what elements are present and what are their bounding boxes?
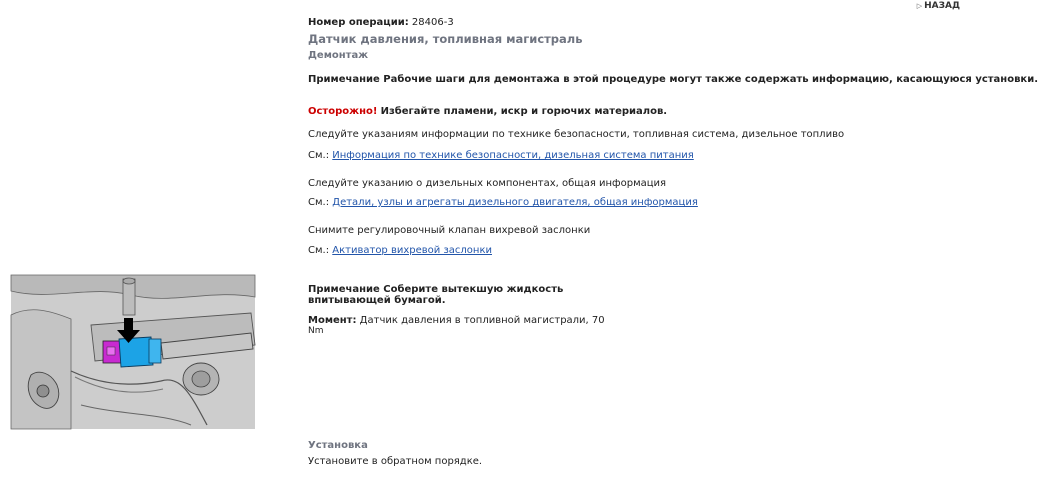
back-button[interactable]	[917, 1, 960, 11]
caution-message	[308, 106, 667, 117]
note-text: Соберите вытекшую жидкость	[383, 284, 564, 295]
caution-label: Осторожно!	[308, 106, 378, 117]
link-diesel-components[interactable]: Детали, узлы и агрегаты дизельного двигателя, общая информация	[332, 197, 698, 208]
link-swirl-actuator[interactable]: Активатор вихревой заслонки	[332, 245, 492, 256]
torque-label: Момент:	[308, 315, 357, 326]
operation-number-label: Номер операции:	[308, 17, 409, 28]
step-text: Следуйте указаниям информации по технике безопасности, топливная система, дизельное топливо	[308, 129, 845, 140]
step-text: Снимите регулировочный клапан вихревой заслонки	[308, 225, 591, 236]
operation-number	[308, 17, 454, 28]
page-title: Датчик давления, топливная магистраль	[308, 32, 583, 46]
back-label: НАЗАД	[924, 1, 960, 11]
section-heading: Демонтаж	[308, 50, 369, 61]
chevron-right-icon: ▷	[916, 2, 923, 10]
engine-illustration	[11, 275, 255, 429]
note-disassembly	[308, 74, 1038, 85]
see-reference	[308, 150, 694, 161]
torque-spec	[308, 315, 605, 326]
torque-text: Датчик давления в топливной магистрали, 70	[359, 315, 605, 326]
see-reference	[308, 245, 492, 256]
see-label: См.:	[308, 197, 330, 208]
torque-unit: Nm	[308, 326, 324, 336]
note-leak	[308, 284, 563, 295]
operation-number-value: 28406-3	[411, 17, 454, 28]
see-label: См.:	[308, 150, 330, 161]
see-label: См.:	[308, 245, 330, 256]
installation-heading: Установка	[308, 440, 368, 451]
note-label: Примечание	[308, 284, 380, 295]
link-safety-info[interactable]: Информация по технике безопасности, дизельная система питания	[332, 150, 694, 161]
installation-text: Установите в обратном порядке.	[308, 456, 483, 467]
note-text-continued: впитывающей бумагой.	[308, 295, 446, 306]
see-reference	[308, 197, 698, 208]
caution-text: Избегайте пламени, искр и горючих материалов.	[380, 106, 668, 117]
step-text: Следуйте указанию о дизельных компонентах, общая информация	[308, 178, 667, 189]
note-text: Рабочие шаги для демонтажа в этой процедуре могут также содержать информацию, касающуюся установки.	[383, 74, 1038, 85]
note-label: Примечание	[308, 74, 380, 85]
